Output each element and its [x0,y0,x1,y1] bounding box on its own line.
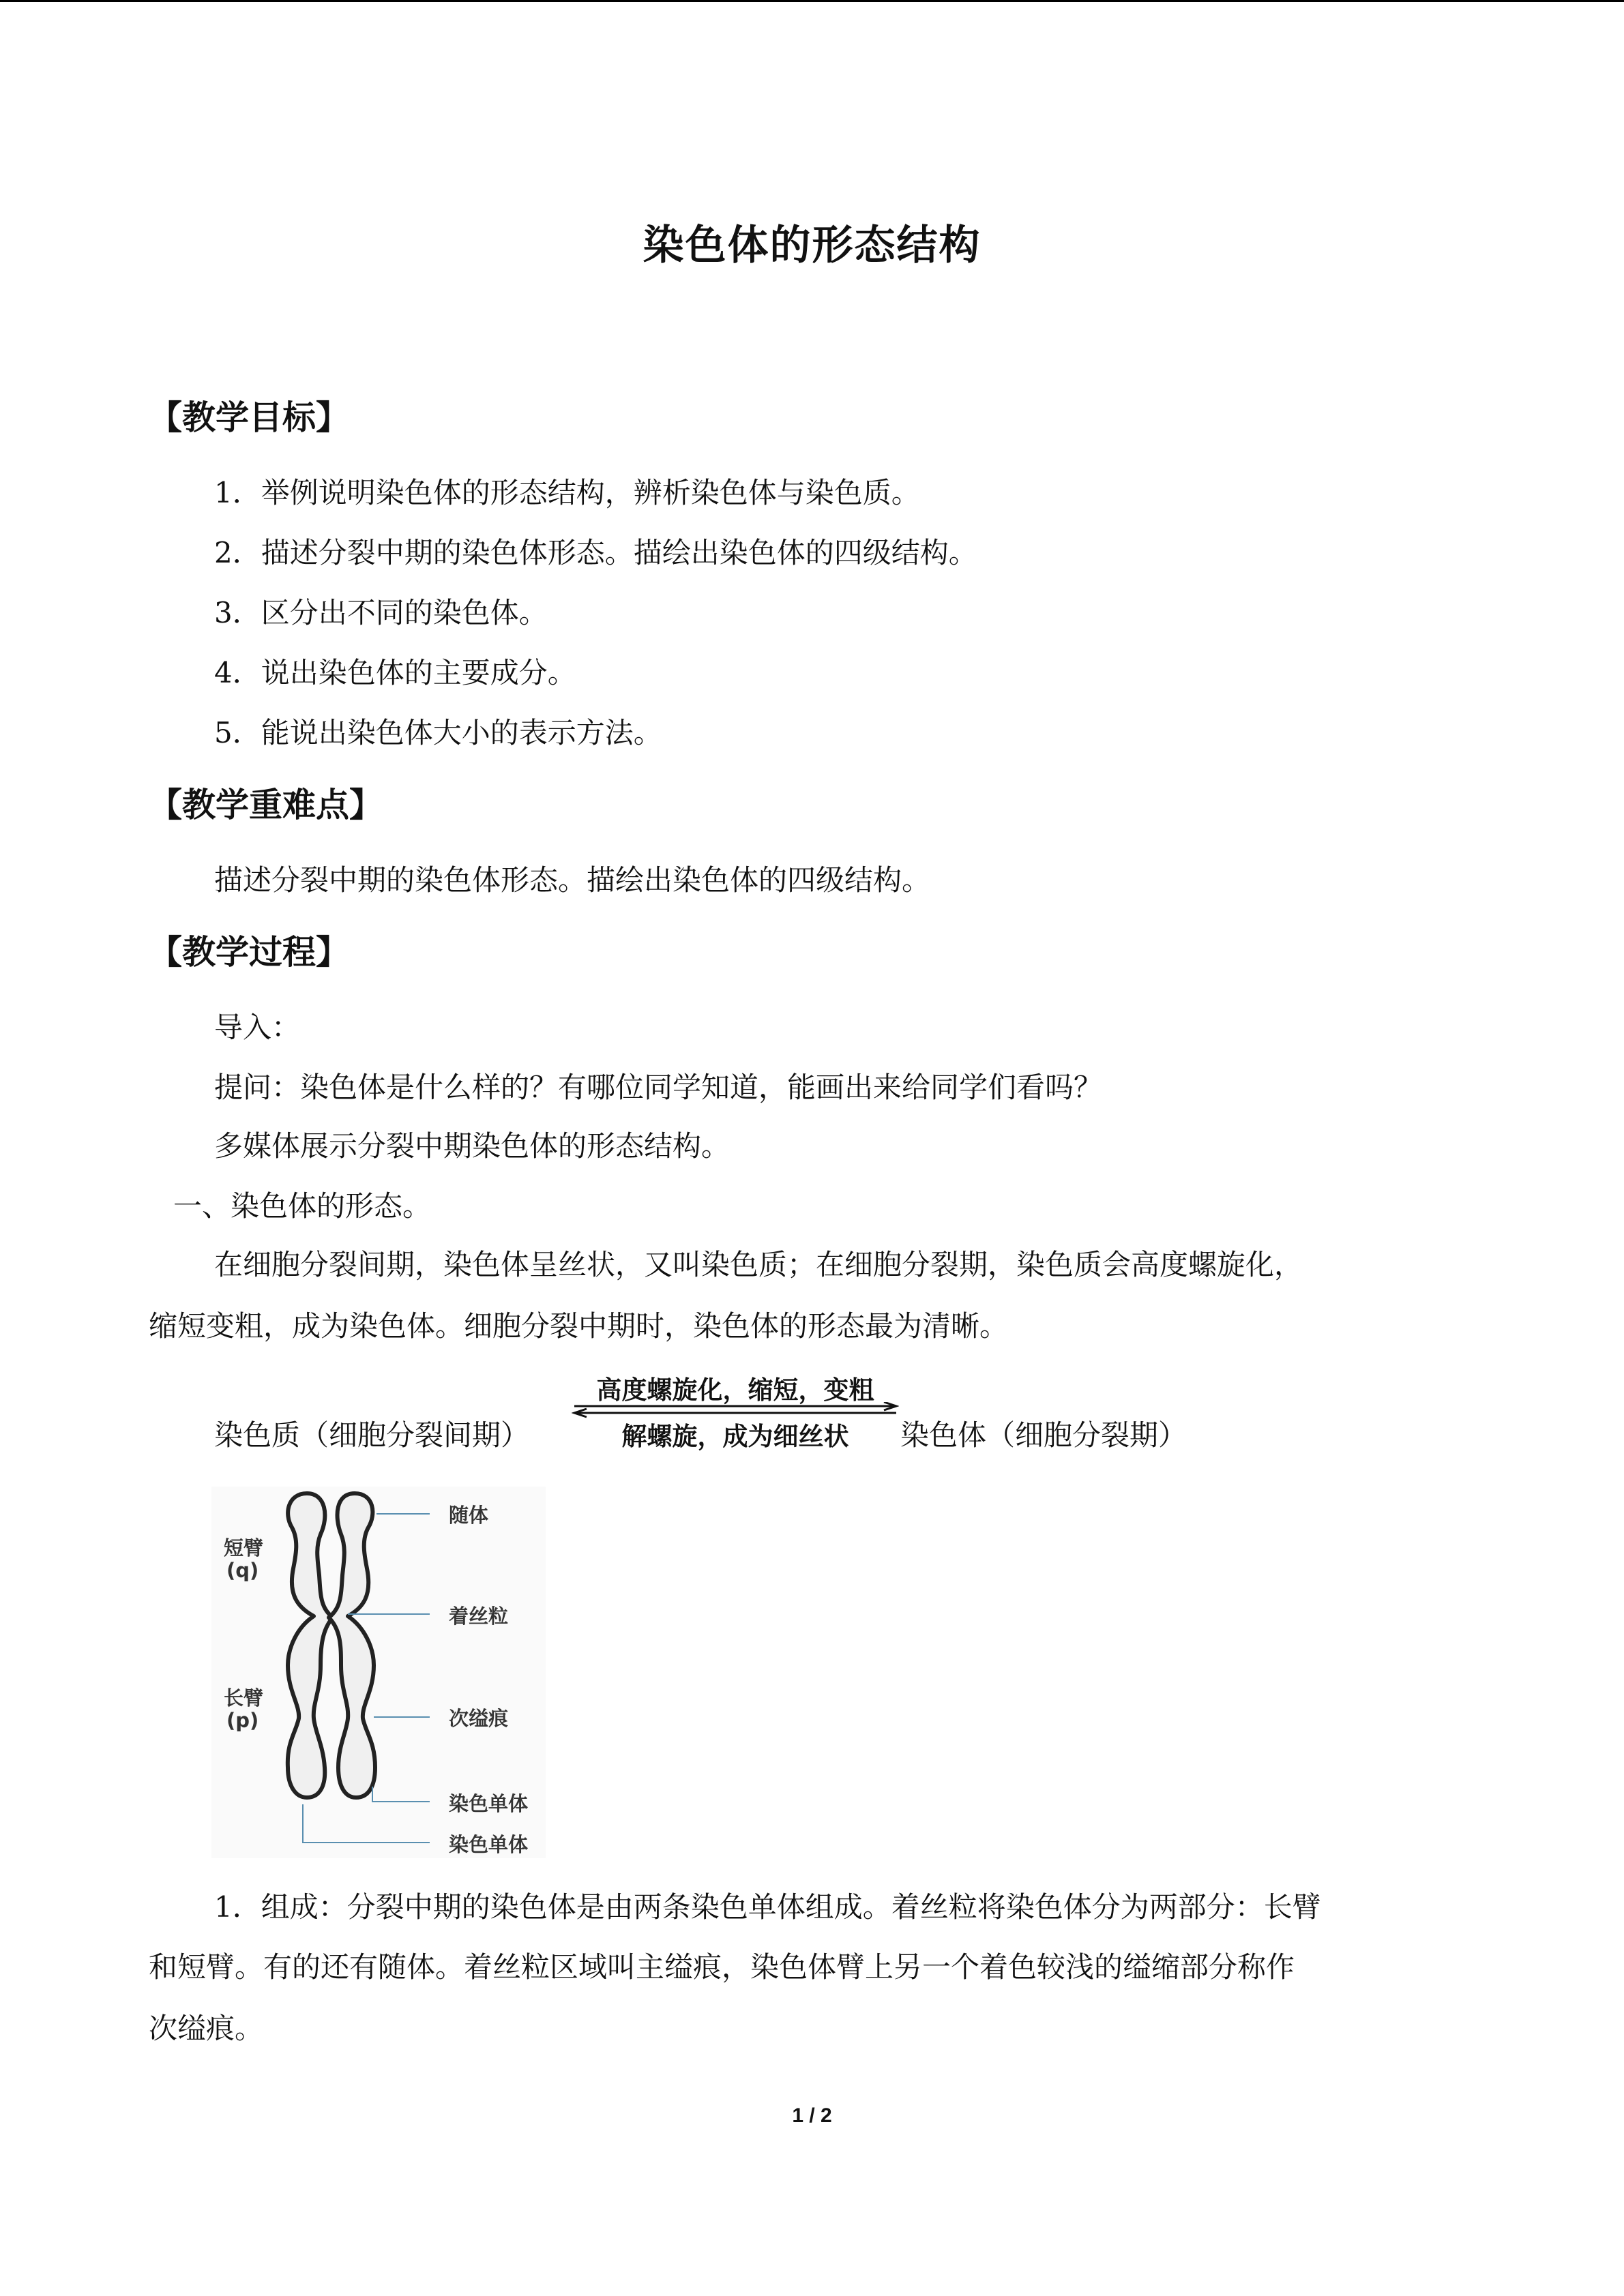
goal-item-3: 3．区分出不同的染色体。 [214,596,548,629]
label-long-arm: 长臂 [224,1686,264,1710]
section-title: 一、染色体的形态。 [173,1189,432,1223]
page-number: 1 / 2 [792,2104,832,2127]
label-chromatid-1: 染色单体 [449,1792,529,1815]
composition-line-1: 1．组成：分裂中期的染色体是由两条染色单体组成。着丝粒将染色体分为两部分：长臂 [214,1890,1321,1924]
label-chromatid-2: 染色单体 [449,1833,529,1856]
heading-key-points: 【教学重难点】 [149,786,383,824]
arrow-bottom-label: 解螺旋，成为细丝状 [621,1422,849,1451]
question-text: 提问：染色体是什么样的？有哪位同学知道，能画出来给同学们看吗？ [214,1071,1103,1104]
intro-text: 导入： [214,1011,301,1044]
paragraph-line-1: 在细胞分裂间期，染色体呈丝状，又叫染色质；在细胞分裂期，染色质会高度螺旋化， [214,1248,1303,1281]
label-centromere: 着丝粒 [449,1605,509,1628]
label-secondary-constriction: 次缢痕 [449,1707,509,1730]
label-long-arm-symbol: (p) [226,1709,259,1732]
page-title: 染色体的形态结构 [643,222,981,269]
heading-process: 【教学过程】 [149,933,350,972]
heading-goals: 【教学目标】 [149,398,350,437]
paragraph-line-2: 缩短变粗，成为染色体。细胞分裂中期时，染色体的形态最为清晰。 [149,1309,1009,1343]
label-short-arm-symbol: (q) [226,1559,259,1582]
goal-item-4: 4．说出染色体的主要成分。 [214,656,576,689]
page-top-border [0,0,1624,2]
goal-item-2: 2．描述分裂中期的染色体形态。描绘出染色体的四级结构。 [214,536,977,569]
conversion-right-text: 染色体（细胞分裂期） [900,1418,1187,1452]
goal-item-5: 5．能说出染色体大小的表示方法。 [214,716,662,749]
key-points-text: 描述分裂中期的染色体形态。描绘出染色体的四级结构。 [214,863,931,897]
arrow-top-label: 高度螺旋化，缩短，变粗 [596,1375,874,1405]
goal-item-1: 1．举例说明染色体的形态结构，辨析染色体与染色质。 [214,476,920,509]
composition-line-2: 和短臂。有的还有随体。着丝粒区域叫主缢痕，染色体臂上另一个着色较浅的缢缩部分称作 [149,1950,1295,1984]
conversion-left-text: 染色质（细胞分裂间期） [214,1418,530,1452]
composition-line-3: 次缢痕。 [149,2012,264,2045]
multimedia-text: 多媒体展示分裂中期染色体的形态结构。 [214,1129,730,1163]
chromosome-diagram [211,1487,546,1858]
label-satellite: 随体 [449,1504,489,1527]
conversion-arrows [572,1369,899,1451]
label-short-arm: 短臂 [224,1536,264,1560]
